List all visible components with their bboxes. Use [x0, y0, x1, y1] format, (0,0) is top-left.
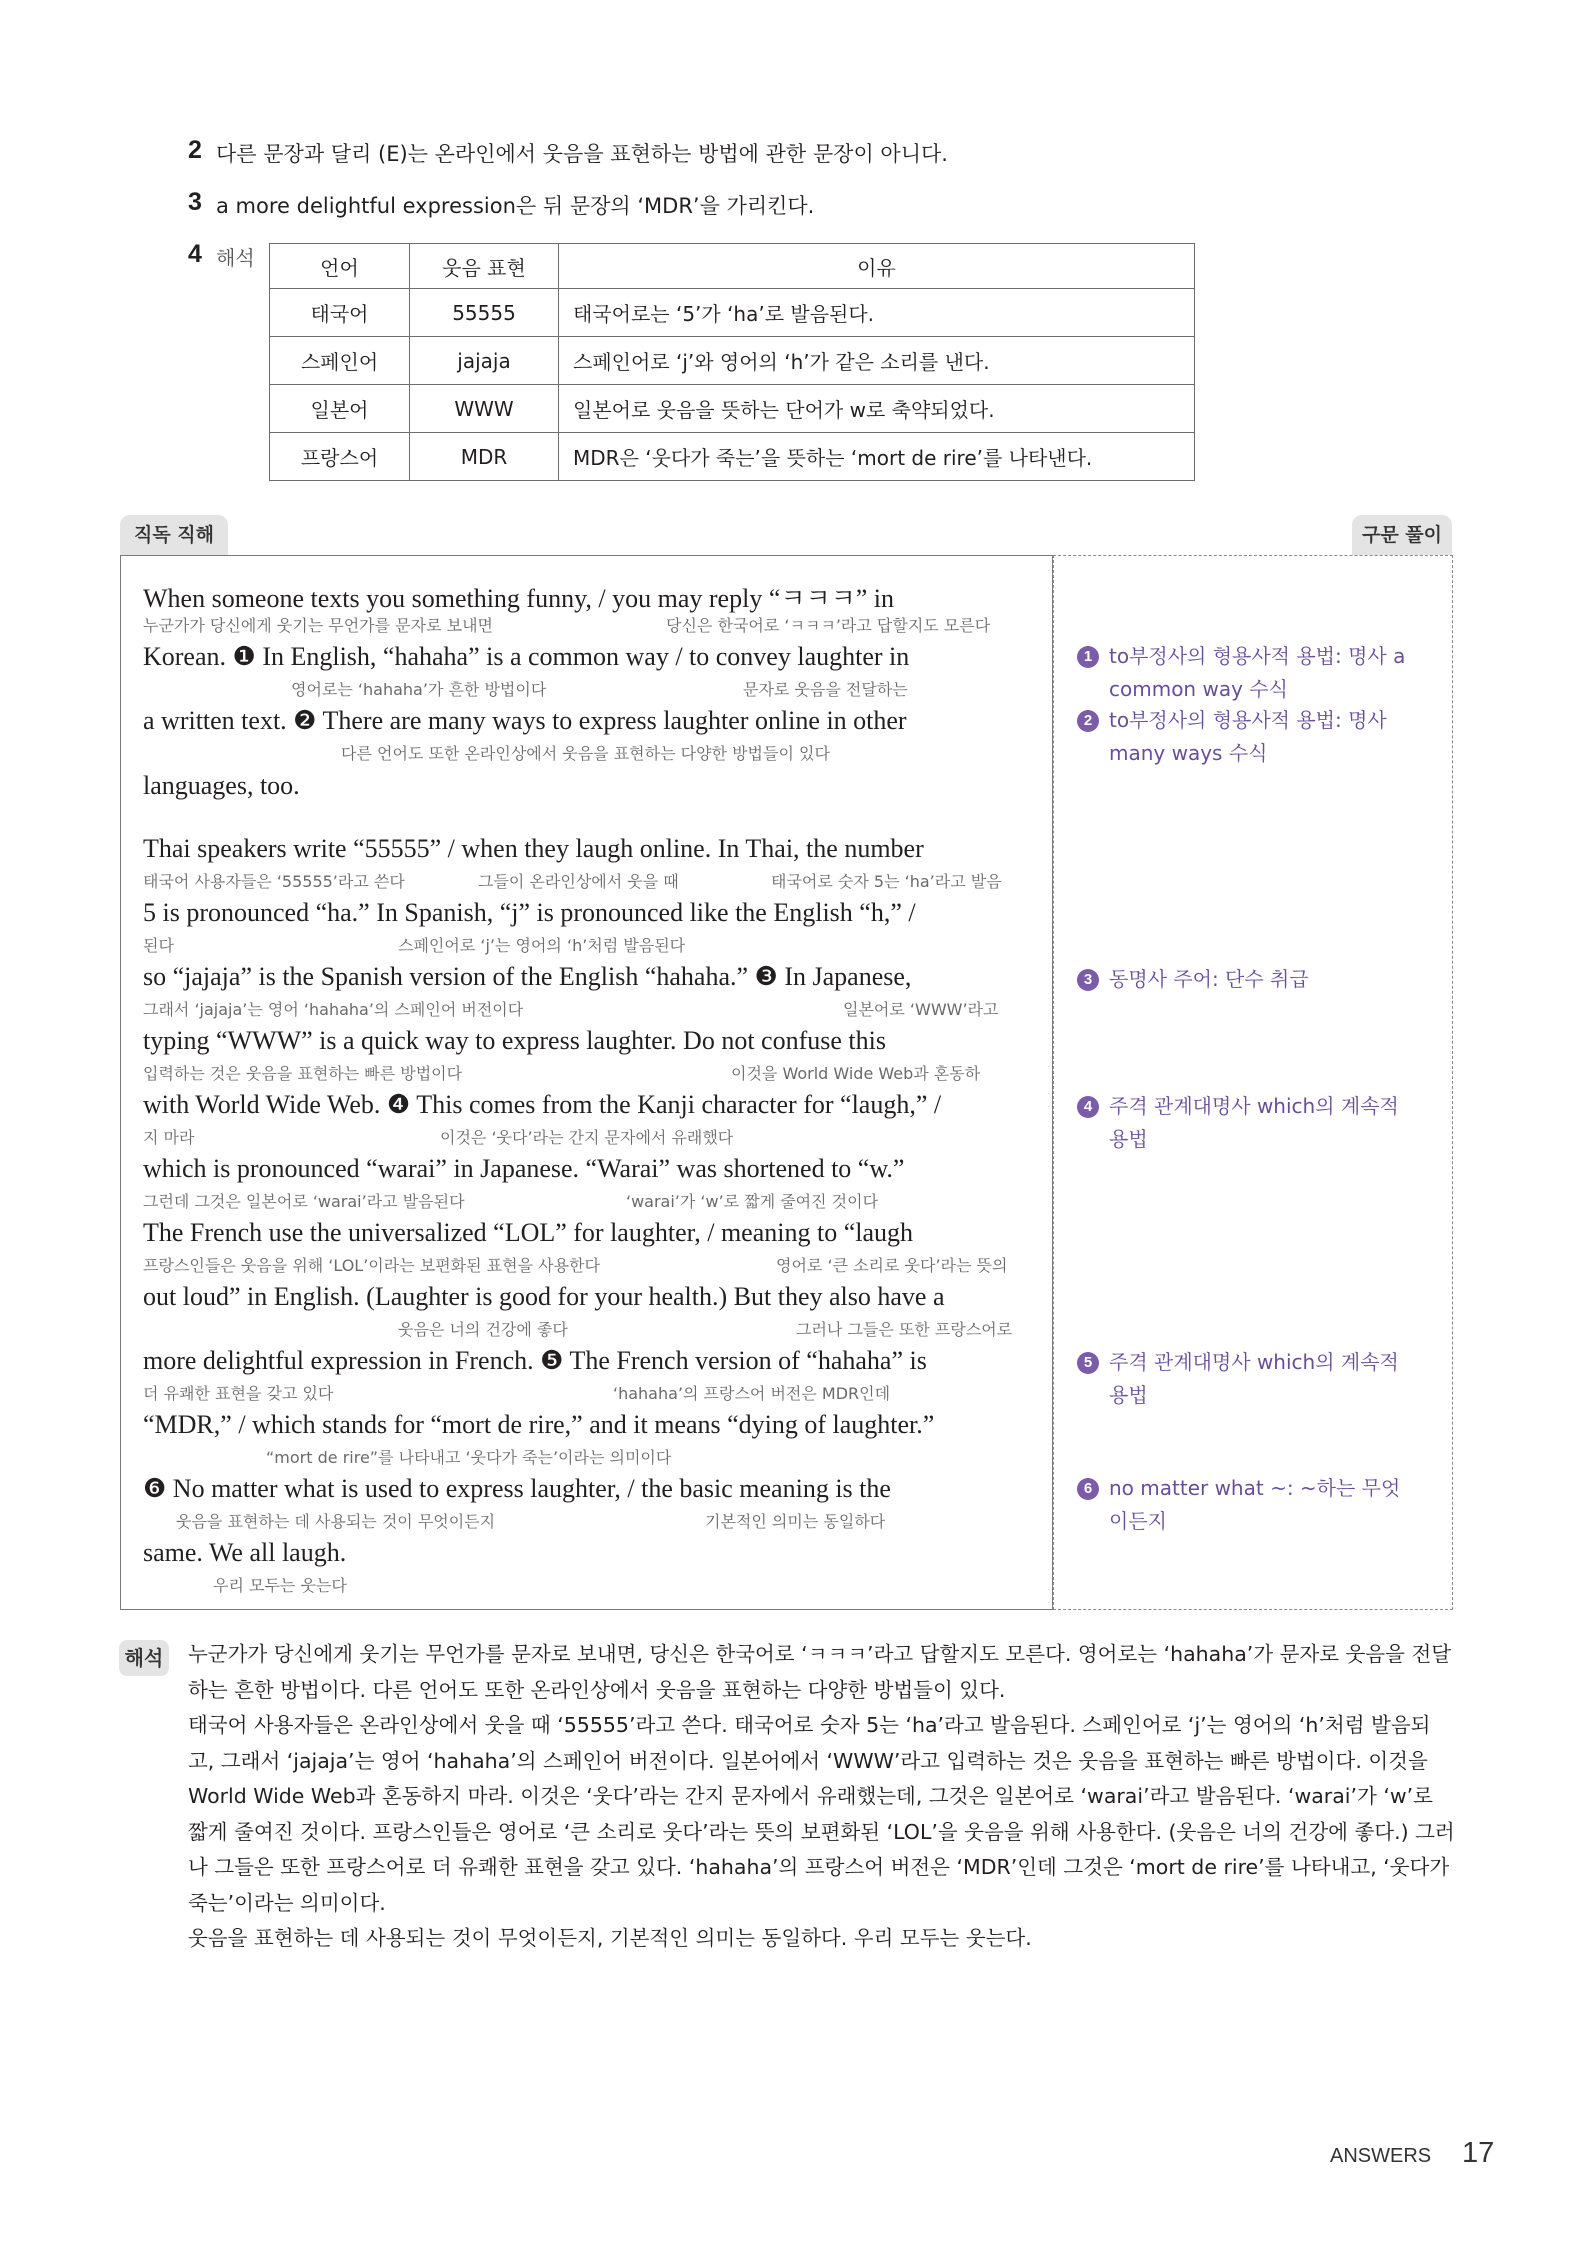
english-line: “MDR,” / which stands for “mort de rire,” and it means “dying of laughter.” — [143, 1410, 935, 1439]
cell-reason: MDR은 ‘웃다가 죽는’을 뜻하는 ‘mort de rire’를 나타낸다. — [559, 433, 1195, 481]
korean-gloss: 영어로는 ‘hahaha’가 흔한 방법이다 — [291, 680, 547, 699]
syntax-note — [1077, 704, 1387, 770]
korean-gloss: 프랑스인들은 웃음을 위해 ‘LOL’이라는 보편화된 표현을 사용한다 — [143, 1256, 600, 1275]
korean-gloss: 태국어로 숫자 5는 ‘ha’라고 발음 — [771, 872, 1002, 891]
korean-gloss: 문자로 웃음을 전달하는 — [743, 680, 908, 699]
english-line: which is pronounced “warai” in Japanese. “Warai” was shortened to “w.” — [143, 1154, 905, 1183]
english-line: with World Wide Web. ❹ This comes from the Kanji character for “laugh,” / — [143, 1090, 942, 1119]
korean-gloss: 그들이 온라인상에서 웃을 때 — [478, 872, 679, 891]
english-line: out loud” in English. (Laughter is good for your health.) But they also have a — [143, 1282, 945, 1311]
korean-gloss: 다른 언어도 또한 온라인상에서 웃음을 표현하는 다양한 방법들이 있다 — [341, 744, 830, 763]
korean-gloss: 웃음은 너의 건강에 좋다 — [398, 1320, 568, 1339]
translation-paragraph-3: 웃음을 표현하는 데 사용되는 것이 무엇이든지, 기본적인 의미는 동일하다. 우리 모두는 웃는다. — [188, 1926, 1032, 1950]
note-number-badge: 3 — [1077, 969, 1099, 991]
english-line: a written text. ❷ There are many ways to express laughter online in other — [143, 706, 907, 735]
translation-paragraph-1: 누군가가 당신에게 웃기는 무언가를 문자로 보내면, 당신은 한국어로 ‘ㅋㅋㅋ’라고 답할지도 모른다. 영어로는 ‘hahaha’가 문자로 웃음을 전달하는 흔한 방법이다. 다른 언어도 또한 온라인상에서 웃음을 표현하는 다양한 방법들이 있다. — [188, 1642, 1452, 1702]
cell-expression: jajaja — [410, 337, 559, 385]
note-text: to부정사의 형용사적 용법: 명사 — [1109, 708, 1387, 732]
english-line: 5 is pronounced “ha.” In Spanish, “j” is pronounced like the English “h,” / — [143, 898, 916, 927]
tab-direct-reading: 직독 직해 — [120, 515, 228, 555]
syntax-note — [1077, 1472, 1400, 1538]
korean-gloss: 더 유쾌한 표현을 갖고 있다 — [143, 1384, 334, 1403]
syntax-note — [1077, 640, 1405, 706]
english-line: same. We all laugh. — [143, 1538, 347, 1567]
korean-gloss: 이것을 World Wide Web과 혼동하 — [731, 1064, 981, 1083]
note-text: 주격 관계대명사 which의 계속적 — [1109, 1094, 1399, 1118]
korean-gloss: 일본어로 ‘WWW’라고 — [843, 1000, 999, 1019]
korean-gloss: 스페인어로 ‘j’는 영어의 ‘h’처럼 발음된다 — [398, 936, 686, 955]
header-expression: 웃음 표현 — [410, 244, 559, 289]
note-text: no matter what ~: ~하는 무엇 — [1109, 1476, 1401, 1500]
note-text: many ways 수식 — [1109, 741, 1268, 765]
header-language: 언어 — [270, 244, 410, 289]
note-number-badge: 6 — [1077, 1478, 1099, 1500]
korean-gloss: “mort de rire”를 나타내고 ‘웃다가 죽는’이라는 의미이다 — [266, 1448, 672, 1467]
english-line: Thai speakers write “55555” / when they laugh online. In Thai, the number — [143, 834, 924, 863]
korean-gloss: ‘hahaha’의 프랑스어 버전은 MDR인데 — [613, 1384, 891, 1403]
tab-syntax-notes: 구문 풀이 — [1352, 515, 1452, 555]
cell-expression: MDR — [410, 433, 559, 481]
note-text: 용법 — [1109, 1383, 1148, 1407]
english-line: more delightful expression in French. ❺ The French version of “hahaha” is — [143, 1346, 927, 1375]
translation-text — [188, 1637, 1456, 1957]
korean-gloss: 된다 — [143, 936, 174, 955]
english-line: When someone texts you something funny, / you may reply “ㅋㅋㅋ” in — [143, 584, 894, 613]
note-text: to부정사의 형용사적 용법: 명사 a — [1109, 644, 1406, 668]
note-number-badge: 4 — [1077, 1096, 1099, 1118]
note-number-badge: 5 — [1077, 1352, 1099, 1374]
korean-gloss: 그러나 그들은 또한 프랑스어로 — [796, 1320, 1013, 1339]
korean-gloss: 그래서 ‘jajaja’는 영어 ‘hahaha’의 스페인어 버전이다 — [143, 1000, 524, 1019]
cell-language: 일본어 — [270, 385, 410, 433]
translation-label: 해석 — [119, 1640, 169, 1676]
syntax-note — [1077, 1346, 1399, 1412]
page-number: 17 — [1462, 2137, 1495, 2169]
cell-language: 프랑스어 — [270, 433, 410, 481]
syntax-note — [1077, 1090, 1399, 1156]
note-number-badge: 2 — [1077, 710, 1099, 732]
header-reason: 이유 — [559, 244, 1195, 289]
english-line: Korean. ❶ In English, “hahaha” is a common way / to convey laughter in — [143, 642, 910, 671]
korean-gloss: 영어로 ‘큰 소리로 웃다’라는 뜻의 — [776, 1256, 1008, 1275]
korean-gloss: 누군가가 당신에게 웃기는 무언가를 문자로 보내면 — [143, 616, 494, 635]
item-3-text: a more delightful expression은 뒤 문장의 ‘MDR’을 가리킨다. — [216, 194, 815, 218]
korean-gloss: 웃음을 표현하는 데 사용되는 것이 무엇이든지 — [176, 1512, 496, 1531]
korean-gloss: 입력하는 것은 웃음을 표현하는 빠른 방법이다 — [143, 1064, 463, 1083]
item-2-number: 2 — [188, 136, 202, 164]
english-line: so “jajaja” is the Spanish version of the English “hahaha.” ❸ In Japanese, — [143, 962, 912, 991]
korean-gloss: 기본적인 의미는 동일하다 — [705, 1512, 886, 1531]
note-number-badge: 1 — [1077, 646, 1099, 668]
korean-gloss: 당신은 한국어로 ‘ㅋㅋㅋ’라고 답할지도 모른다 — [666, 616, 991, 635]
english-line: typing “WWW” is a quick way to express laughter. Do not confuse this — [143, 1026, 886, 1055]
item-4-label: 해석 — [216, 246, 255, 270]
korean-gloss: 태국어 사용자들은 ‘55555’라고 쓴다 — [143, 872, 405, 891]
english-line: The French use the universalized “LOL” for laughter, / meaning to “laugh — [143, 1218, 914, 1247]
korean-gloss: 이것은 ‘웃다’라는 간지 문자에서 유래했다 — [440, 1128, 734, 1147]
korean-gloss: 지 마라 — [143, 1128, 195, 1147]
translation-paragraph-2: 태국어 사용자들은 온라인상에서 웃을 때 ‘55555’라고 쓴다. 태국어로 숫자 5는 ‘ha’라고 발음된다. 스페인어로 ‘j’는 영어의 ‘h’처럼 발음되고, 그래서 ‘jajaja’는 영어 ‘hahaha’의 스페인어 버전이다. 일본어에서 ‘WWW’라고 입력하는 것은 웃음을 표현하는 빠른 방법이다. 이것을 World Wide Web과 혼동하지 마라. 이것은 ‘웃다’라는 간지 문자에서 유래했는데, 그것은 일본어로 ‘warai’라고 발음된다. ‘warai’가 ‘w’로 짧게 줄여진 것이다. 프랑스인들은 영어로 ‘큰 소리로 웃다’라는 뜻의 보편화된 ‘LOL’을 웃음을 위해 사용한다. (웃음은 너의 건강에 좋다.) 그러나 그들은 또한 프랑스어로 더 유쾌한 표현을 갖고 있다. ‘hahaha’의 프랑스어 버전은 ‘MDR’인데 그것은 ‘mort de rire’를 나타내고, ‘웃다가 죽는’이라는 의미이다. — [188, 1713, 1455, 1915]
korean-gloss: 우리 모두는 웃는다 — [213, 1576, 347, 1595]
footer-label: ANSWERS — [1330, 2145, 1432, 2167]
note-text: 동명사 주어: 단수 취급 — [1109, 967, 1309, 991]
cell-expression: WWW — [410, 385, 559, 433]
english-line: ❻ No matter what is used to express laughter, / the basic meaning is the — [143, 1474, 891, 1503]
item-4-number: 4 — [188, 240, 202, 268]
note-text: 이든지 — [1109, 1509, 1167, 1533]
cell-expression: 55555 — [410, 289, 559, 337]
korean-gloss: 그런데 그것은 일본어로 ‘warai’라고 발음된다 — [143, 1192, 465, 1211]
syntax-note — [1077, 963, 1309, 996]
note-text: 용법 — [1109, 1127, 1148, 1151]
cell-reason: 일본어로 웃음을 뜻하는 단어가 w로 축약되었다. — [559, 385, 1195, 433]
note-text: 주격 관계대명사 which의 계속적 — [1109, 1350, 1399, 1374]
cell-reason: 태국어로는 ‘5’가 ‘ha’로 발음된다. — [559, 289, 1195, 337]
item-2-text: 다른 문장과 달리 (E)는 온라인에서 웃음을 표현하는 방법에 관한 문장이 아니다. — [216, 142, 948, 166]
cell-language: 태국어 — [270, 289, 410, 337]
english-line: languages, too. — [143, 771, 300, 800]
note-text: common way 수식 — [1109, 677, 1288, 701]
cell-language: 스페인어 — [270, 337, 410, 385]
cell-reason: 스페인어로 ‘j’와 영어의 ‘h’가 같은 소리를 낸다. — [559, 337, 1195, 385]
item-3-number: 3 — [188, 188, 202, 216]
korean-gloss: ‘warai’가 ‘w’로 짧게 줄여진 것이다 — [626, 1192, 879, 1211]
